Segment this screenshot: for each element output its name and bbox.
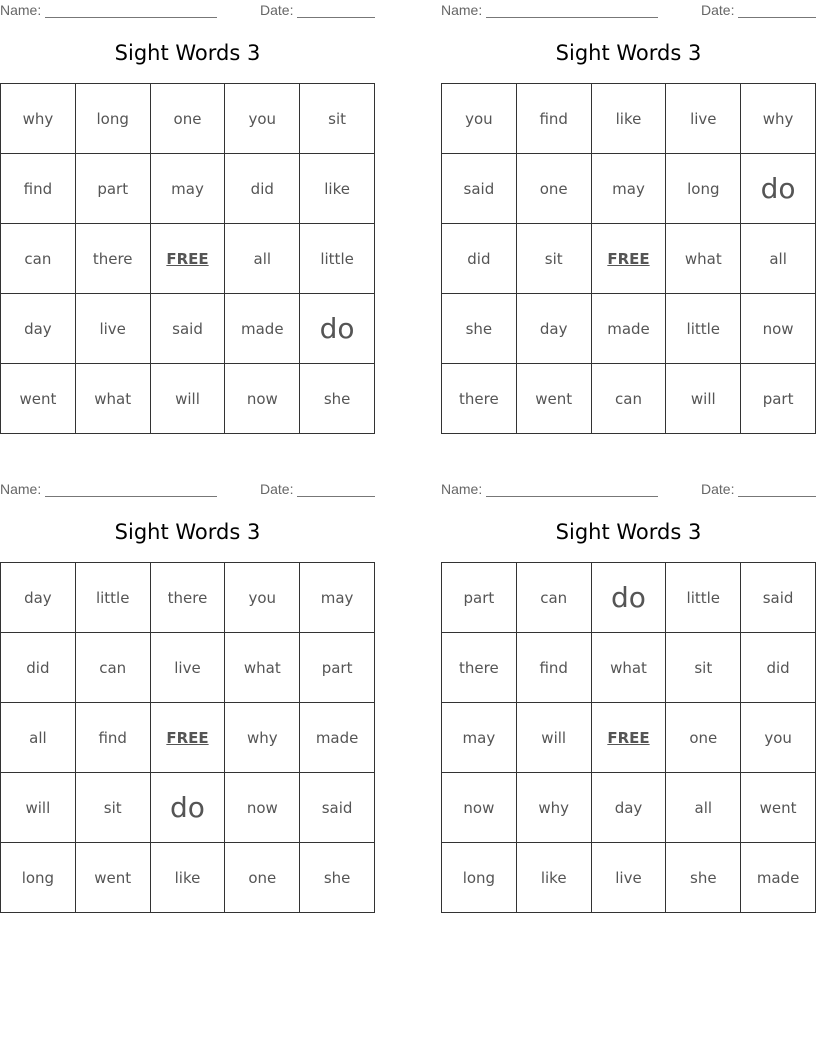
grid-cell: there [442, 364, 517, 434]
grid-cell: there [442, 633, 517, 703]
grid-cell: went [516, 364, 591, 434]
grid-cell: may [300, 563, 375, 633]
grid-row [442, 843, 816, 913]
date-blank [297, 496, 375, 497]
grid-cell: find [516, 633, 591, 703]
name-label: Name: [0, 2, 42, 18]
grid-cell: part [300, 633, 375, 703]
grid-cell: FREE [591, 224, 666, 294]
grid-cell: may [442, 703, 517, 773]
grid-cell: said [442, 154, 517, 224]
date-label: Date: [701, 2, 735, 18]
bingo-card-3 [0, 479, 375, 913]
name-label: Name: [441, 2, 483, 18]
grid-row [442, 224, 816, 294]
card-title: Sight Words 3 [114, 41, 261, 65]
grid-cell: went [741, 773, 816, 843]
grid-cell: long [75, 84, 150, 154]
grid-cell: do [150, 773, 225, 843]
grid-cell: day [1, 294, 76, 364]
grid-cell: she [442, 294, 517, 364]
grid-cell: there [75, 224, 150, 294]
grid-cell: did [442, 224, 517, 294]
grid-cell: all [741, 224, 816, 294]
grid-cell: live [75, 294, 150, 364]
grid-cell: find [75, 703, 150, 773]
grid-row [1, 843, 375, 913]
grid-cell: you [225, 84, 300, 154]
grid-row [1, 703, 375, 773]
grid-row [1, 224, 375, 294]
grid-cell: now [442, 773, 517, 843]
grid-cell: went [75, 843, 150, 913]
grid-cell: will [150, 364, 225, 434]
bingo-card-1 [0, 0, 375, 434]
card-title: Sight Words 3 [114, 520, 261, 544]
grid-row [1, 84, 375, 154]
grid-cell: live [150, 633, 225, 703]
grid-cell: why [1, 84, 76, 154]
grid-row [1, 563, 375, 633]
grid-cell: did [1, 633, 76, 703]
grid-cell: like [150, 843, 225, 913]
grid-cell: what [225, 633, 300, 703]
grid-cell: can [516, 563, 591, 633]
grid-row [442, 773, 816, 843]
grid-cell: like [300, 154, 375, 224]
grid-cell: she [666, 843, 741, 913]
grid-cell: can [591, 364, 666, 434]
grid-cell: part [442, 563, 517, 633]
grid-cell: find [516, 84, 591, 154]
bingo-grid [441, 83, 816, 434]
grid-cell: did [741, 633, 816, 703]
grid-cell: said [150, 294, 225, 364]
bingo-card-2 [441, 0, 816, 434]
card-header [0, 479, 375, 499]
grid-cell: why [516, 773, 591, 843]
grid-cell: FREE [150, 703, 225, 773]
grid-cell: live [666, 84, 741, 154]
grid-cell: live [591, 843, 666, 913]
name-blank [45, 17, 217, 18]
grid-cell: she [300, 843, 375, 913]
grid-cell: now [741, 294, 816, 364]
grid-cell: now [225, 773, 300, 843]
grid-cell: find [1, 154, 76, 224]
grid-cell: made [225, 294, 300, 364]
grid-row [1, 154, 375, 224]
grid-cell: made [300, 703, 375, 773]
grid-cell: said [300, 773, 375, 843]
grid-cell: can [1, 224, 76, 294]
grid-cell: day [516, 294, 591, 364]
bingo-grid [0, 562, 375, 913]
grid-row [442, 294, 816, 364]
date-label: Date: [260, 481, 294, 497]
bingo-grid [0, 83, 375, 434]
grid-cell: may [591, 154, 666, 224]
grid-cell: what [591, 633, 666, 703]
grid-cell: sit [666, 633, 741, 703]
grid-cell: you [442, 84, 517, 154]
grid-cell: like [591, 84, 666, 154]
grid-cell: day [1, 563, 76, 633]
grid-cell: part [741, 364, 816, 434]
grid-cell: made [741, 843, 816, 913]
grid-cell: will [516, 703, 591, 773]
grid-cell: what [666, 224, 741, 294]
grid-cell: one [225, 843, 300, 913]
date-blank [297, 17, 375, 18]
date-blank [738, 17, 816, 18]
grid-cell: sit [75, 773, 150, 843]
grid-cell: why [225, 703, 300, 773]
bingo-card-4 [441, 479, 816, 913]
card-header [441, 479, 816, 499]
grid-cell: one [150, 84, 225, 154]
grid-cell: one [516, 154, 591, 224]
card-header [441, 0, 816, 20]
grid-cell: all [1, 703, 76, 773]
name-label: Name: [441, 481, 483, 497]
grid-cell: there [150, 563, 225, 633]
grid-row [442, 633, 816, 703]
grid-cell: may [150, 154, 225, 224]
grid-cell: you [741, 703, 816, 773]
grid-row [1, 294, 375, 364]
grid-cell: all [666, 773, 741, 843]
grid-row [1, 633, 375, 703]
grid-cell: do [741, 154, 816, 224]
grid-cell: do [300, 294, 375, 364]
grid-cell: do [591, 563, 666, 633]
name-blank [486, 17, 658, 18]
grid-cell: part [75, 154, 150, 224]
grid-cell: one [666, 703, 741, 773]
grid-cell: said [741, 563, 816, 633]
grid-cell: sit [300, 84, 375, 154]
grid-cell: long [442, 843, 517, 913]
card-title: Sight Words 3 [555, 520, 702, 544]
grid-cell: like [516, 843, 591, 913]
grid-cell: you [225, 563, 300, 633]
grid-cell: long [1, 843, 76, 913]
grid-cell: made [591, 294, 666, 364]
grid-row [442, 703, 816, 773]
grid-row [1, 773, 375, 843]
name-blank [45, 496, 217, 497]
card-title: Sight Words 3 [555, 41, 702, 65]
grid-cell: FREE [150, 224, 225, 294]
grid-cell: what [75, 364, 150, 434]
bingo-grid [441, 562, 816, 913]
name-blank [486, 496, 658, 497]
grid-cell: she [300, 364, 375, 434]
grid-cell: can [75, 633, 150, 703]
grid-cell: day [591, 773, 666, 843]
grid-row [442, 84, 816, 154]
grid-cell: went [1, 364, 76, 434]
grid-cell: little [300, 224, 375, 294]
card-header [0, 0, 375, 20]
grid-cell: little [666, 294, 741, 364]
grid-cell: sit [516, 224, 591, 294]
grid-cell: will [666, 364, 741, 434]
date-blank [738, 496, 816, 497]
date-label: Date: [260, 2, 294, 18]
grid-cell: did [225, 154, 300, 224]
grid-row [442, 154, 816, 224]
grid-cell: will [1, 773, 76, 843]
grid-cell: why [741, 84, 816, 154]
name-label: Name: [0, 481, 42, 497]
date-label: Date: [701, 481, 735, 497]
grid-cell: little [666, 563, 741, 633]
grid-row [442, 364, 816, 434]
grid-cell: little [75, 563, 150, 633]
grid-row [442, 563, 816, 633]
grid-cell: long [666, 154, 741, 224]
grid-cell: now [225, 364, 300, 434]
grid-cell: FREE [591, 703, 666, 773]
grid-row [1, 364, 375, 434]
grid-cell: all [225, 224, 300, 294]
